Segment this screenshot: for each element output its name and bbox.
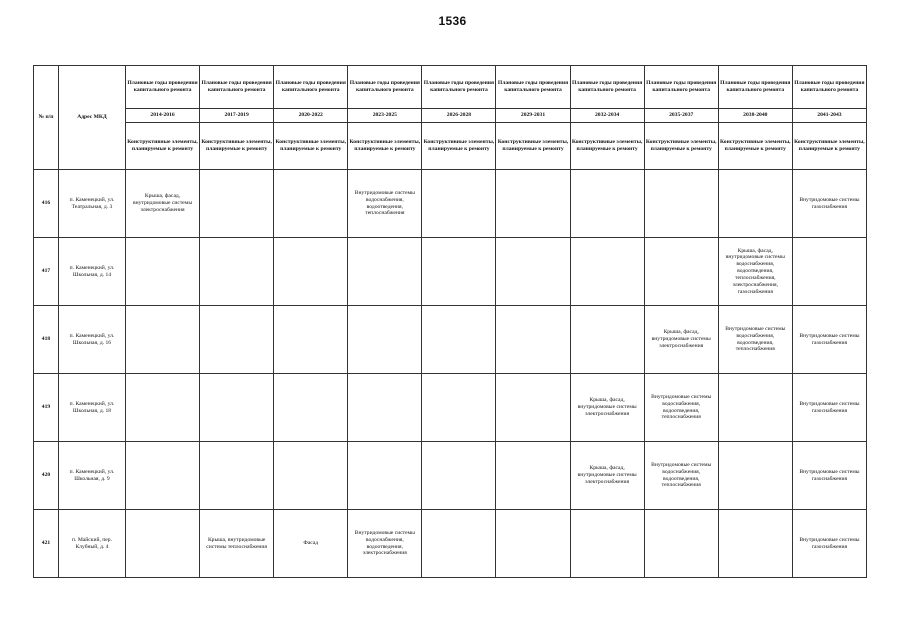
repair-cell: Фасад [274, 510, 348, 578]
period-years: 2032-2034 [570, 109, 644, 123]
row-address: п. Каменецкий, ул. Школьная, д. 14 [59, 238, 126, 306]
repair-cell [718, 374, 792, 442]
period-title: Плановые годы проведения капитального ремонта [570, 66, 644, 109]
repair-cell [422, 238, 496, 306]
period-title: Плановые годы проведения капитального ремонта [200, 66, 274, 109]
repair-cell [644, 170, 718, 238]
repair-cell [496, 170, 570, 238]
repair-cell [570, 306, 644, 374]
period-years: 2014-2016 [126, 109, 200, 123]
period-years: 2020-2022 [274, 109, 348, 123]
repair-cell: Внутридомовые системы газоснабжения [792, 306, 866, 374]
row-number: 418 [34, 306, 59, 374]
period-years: 2017-2019 [200, 109, 274, 123]
period-elements-label: Конструктивные элементы, планируемые к ремонту [274, 123, 348, 170]
repair-cell [644, 238, 718, 306]
period-elements-label: Конструктивные элементы, планируемые к ремонту [792, 123, 866, 170]
repair-cell [718, 442, 792, 510]
period-elements-label: Конструктивные элементы, планируемые к ремонту [200, 123, 274, 170]
period-elements-label: Конструктивные элементы, планируемые к ремонту [570, 123, 644, 170]
page-number: 1536 [438, 14, 467, 28]
repair-cell [718, 510, 792, 578]
repair-cell [126, 442, 200, 510]
capital-repair-plan-table [33, 65, 867, 578]
repair-cell [274, 170, 348, 238]
repair-cell [496, 510, 570, 578]
repair-cell [570, 510, 644, 578]
period-title: Плановые годы проведения капитального ремонта [422, 66, 496, 109]
period-title: Плановые годы проведения капитального ремонта [126, 66, 200, 109]
period-title: Плановые годы проведения капитального ремонта [496, 66, 570, 109]
period-years: 2035-2037 [644, 109, 718, 123]
column-header-address: Адрес МКД [59, 66, 126, 170]
repair-cell: Внутридомовые системы водоснабжения, водоотведения, теплоснабжения [644, 374, 718, 442]
table-row [34, 510, 867, 578]
row-number: 417 [34, 238, 59, 306]
repair-cell: Внутридомовые системы газоснабжения [792, 442, 866, 510]
column-header-number: № п/п [34, 66, 59, 170]
repair-cell [126, 374, 200, 442]
repair-cell [348, 238, 422, 306]
period-elements-label: Конструктивные элементы, планируемые к ремонту [496, 123, 570, 170]
period-title: Плановые годы проведения капитального ремонта [644, 66, 718, 109]
repair-cell [570, 170, 644, 238]
period-elements-label: Конструктивные элементы, планируемые к ремонту [422, 123, 496, 170]
repair-cell [200, 442, 274, 510]
row-address: п. Каменецкий, ул. Школьная, д. 16 [59, 306, 126, 374]
repair-cell: Внутридомовые системы газоснабжения [792, 510, 866, 578]
period-title: Плановые годы проведения капитального ремонта [348, 66, 422, 109]
repair-cell: Внутридомовые системы газоснабжения [792, 374, 866, 442]
period-elements-label: Конструктивные элементы, планируемые к ремонту [718, 123, 792, 170]
repair-cell [126, 238, 200, 306]
repair-cell: Внутридомовые системы водоснабжения, водоотведения, теплоснабжения [348, 170, 422, 238]
table-row [34, 374, 867, 442]
row-number: 419 [34, 374, 59, 442]
repair-cell: Внутридомовые системы водоснабжения, водоотведения, электроснабжения [348, 510, 422, 578]
repair-cell [422, 510, 496, 578]
repair-cell: Крыша, фасад, внутридомовые системы электроснабжения [570, 442, 644, 510]
repair-cell [126, 306, 200, 374]
repair-cell: Крыша, внутридомовые системы теплоснабжения [200, 510, 274, 578]
repair-cell [422, 374, 496, 442]
repair-cell [348, 306, 422, 374]
repair-cell [422, 306, 496, 374]
row-address: п. Майский, пер. Клубный, д. 4 [59, 510, 126, 578]
repair-cell [718, 170, 792, 238]
repair-cell [496, 374, 570, 442]
repair-cell [422, 170, 496, 238]
row-number: 420 [34, 442, 59, 510]
row-address: п. Каменецкий, ул. Школьная, д. 18 [59, 374, 126, 442]
repair-cell [200, 306, 274, 374]
repair-cell [274, 442, 348, 510]
row-address: п. Каменецкий, ул. Театральная, д. 3 [59, 170, 126, 238]
repair-cell: Крыша, фасад, внутридомовые системы электроснабжения [126, 170, 200, 238]
row-address: п. Каменецкий, ул. Школьная, д. 9 [59, 442, 126, 510]
period-years: 2026-2028 [422, 109, 496, 123]
period-years: 2029-2031 [496, 109, 570, 123]
period-years: 2041-2043 [792, 109, 866, 123]
repair-cell [200, 170, 274, 238]
period-elements-label: Конструктивные элементы, планируемые к ремонту [126, 123, 200, 170]
table-row [34, 170, 867, 238]
repair-cell [792, 238, 866, 306]
period-years: 2038-2040 [718, 109, 792, 123]
repair-cell: Внутридомовые системы газоснабжения [792, 170, 866, 238]
repair-cell [274, 238, 348, 306]
table-row [34, 238, 867, 306]
period-title: Плановые годы проведения капитального ремонта [792, 66, 866, 109]
repair-cell: Крыша, фасад, внутридомовые системы водоснабжения, водоотведения, теплоснабжения, электроснабжения, газоснабжения [718, 238, 792, 306]
repair-cell [274, 374, 348, 442]
repair-cell [274, 306, 348, 374]
repair-cell: Внутридомовые системы водоснабжения, водоотведения, теплоснабжения [644, 442, 718, 510]
period-title: Плановые годы проведения капитального ремонта [274, 66, 348, 109]
repair-cell [496, 306, 570, 374]
repair-cell [126, 510, 200, 578]
period-elements-label: Конструктивные элементы, планируемые к ремонту [348, 123, 422, 170]
repair-cell [644, 510, 718, 578]
repair-cell: Крыша, фасад, внутридомовые системы электроснабжения [644, 306, 718, 374]
repair-cell [348, 374, 422, 442]
table-row [34, 306, 867, 374]
row-number: 416 [34, 170, 59, 238]
repair-cell [570, 238, 644, 306]
repair-cell [200, 374, 274, 442]
period-years: 2023-2025 [348, 109, 422, 123]
repair-cell [422, 442, 496, 510]
period-title: Плановые годы проведения капитального ремонта [718, 66, 792, 109]
repair-cell: Крыша, фасад, внутридомовые системы электроснабжения [570, 374, 644, 442]
repair-cell [200, 238, 274, 306]
repair-cell [496, 238, 570, 306]
table-row [34, 442, 867, 510]
repair-cell [496, 442, 570, 510]
repair-cell: Внутридомовые системы водоснабжения, водоотведения, теплоснабжения [718, 306, 792, 374]
period-elements-label: Конструктивные элементы, планируемые к ремонту [644, 123, 718, 170]
repair-cell [348, 442, 422, 510]
row-number: 421 [34, 510, 59, 578]
